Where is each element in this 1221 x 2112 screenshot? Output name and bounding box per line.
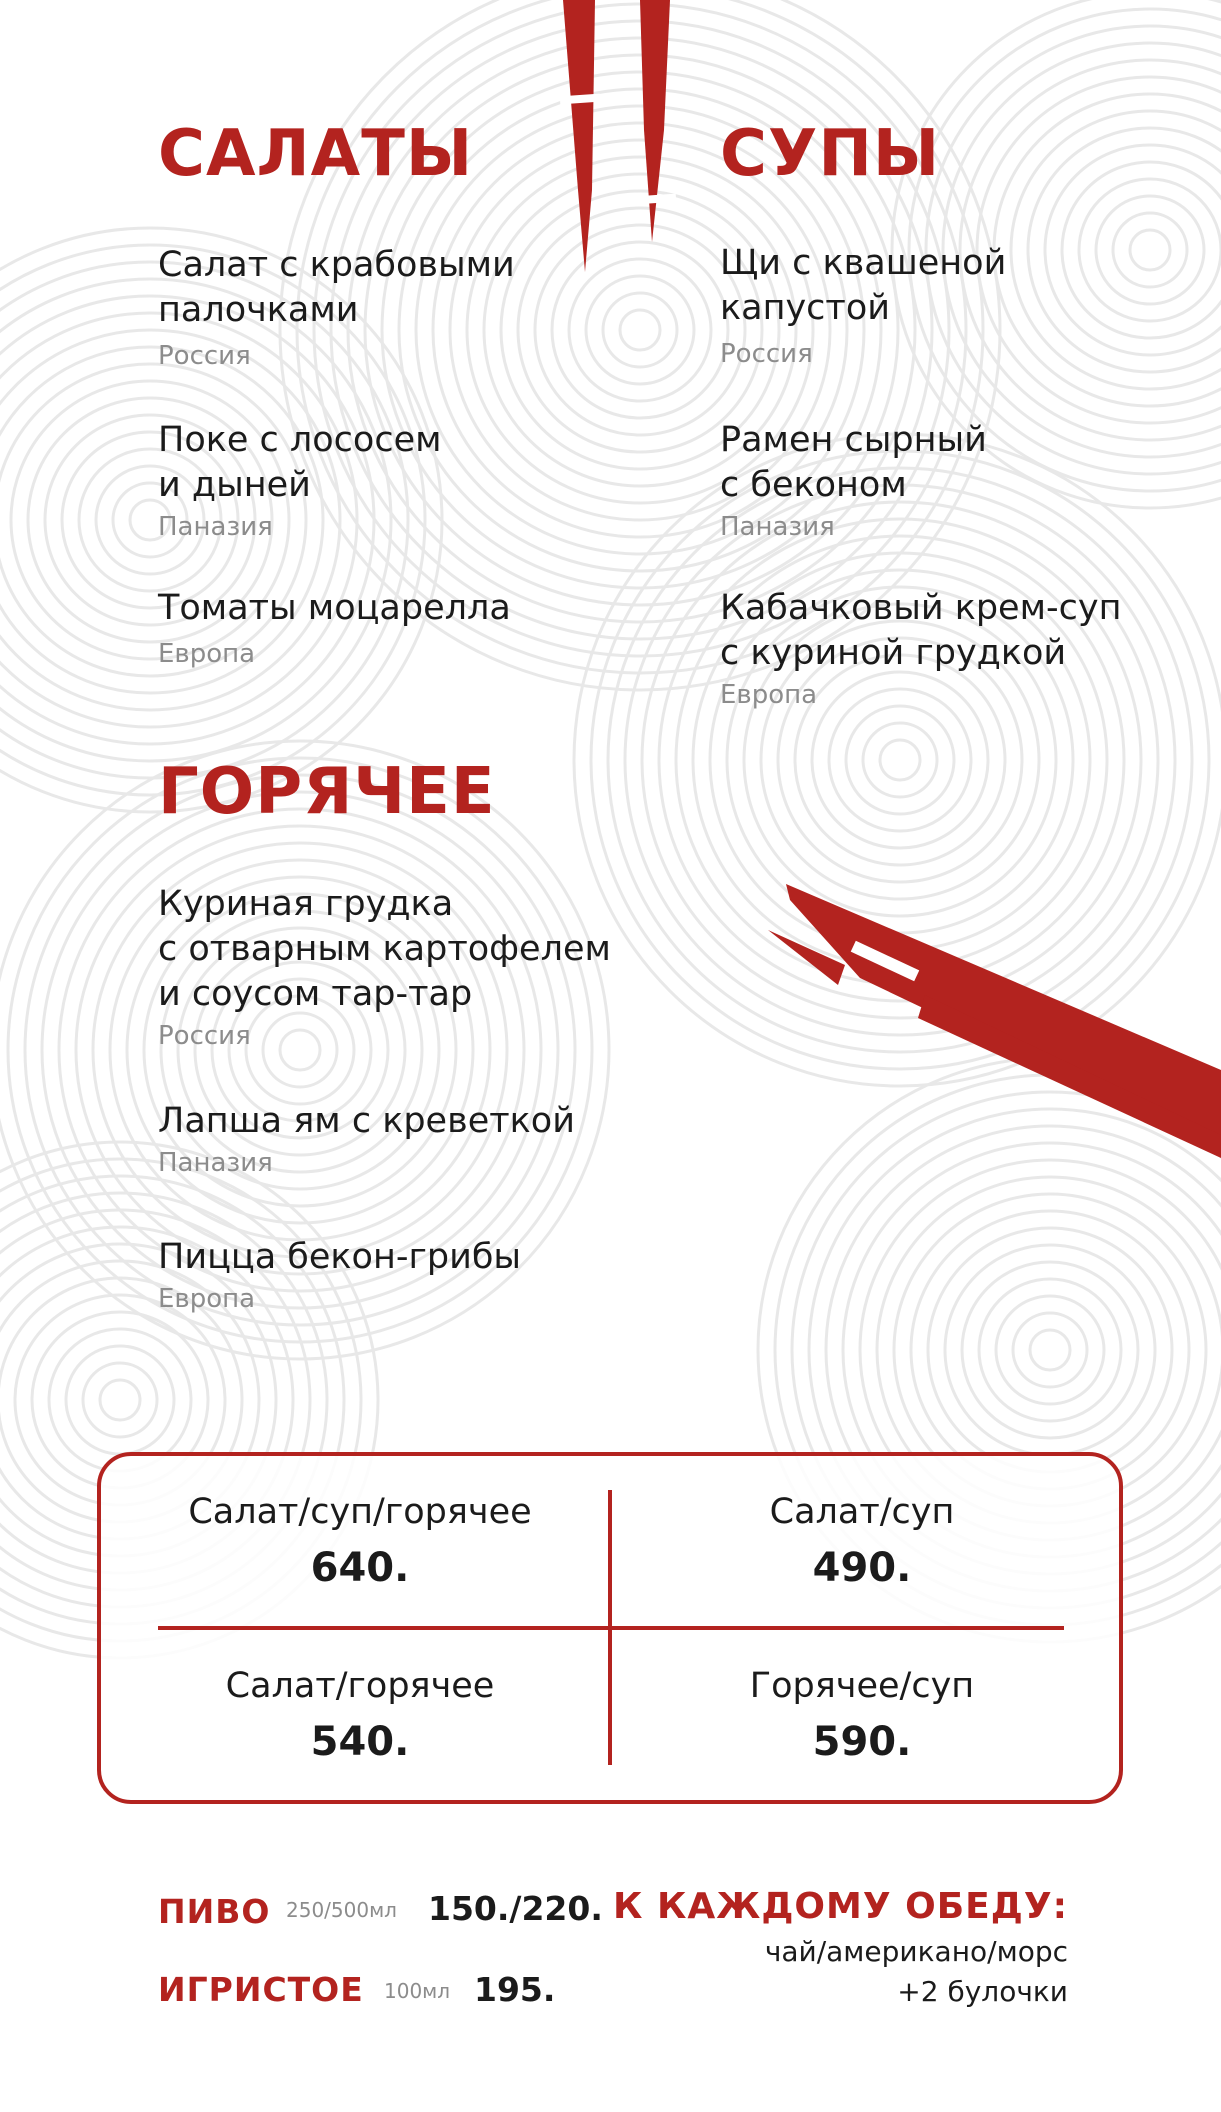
combo-price: 490. — [812, 1545, 912, 1591]
dish-origin: Европа — [720, 680, 818, 710]
drink-price-beer: 150./220. — [428, 1889, 603, 1928]
section-title-soups: СУПЫ — [720, 117, 941, 191]
combo-divider-horizontal — [158, 1626, 1064, 1630]
dish-origin: Паназия — [720, 512, 835, 542]
dish-name: Томаты моцарелла — [158, 588, 511, 628]
drink-label-sparkling: ИГРИСТОЕ — [158, 1970, 364, 2009]
dish-name: Кабачковый крем-суп с куриной грудкой — [720, 588, 1122, 673]
drink-price-sparkling: 195. — [474, 1970, 556, 2009]
combo-price: 540. — [310, 1719, 410, 1765]
dish-origin: Россия — [158, 1021, 251, 1051]
combo-name: Салат/суп — [769, 1492, 955, 1532]
dish-item — [158, 243, 678, 373]
section-title-hot: ГОРЯЧЕЕ — [158, 755, 496, 829]
combo-name: Салат/горячее — [225, 1666, 495, 1706]
combo-item — [150, 1664, 570, 1768]
dish-origin: Россия — [158, 341, 251, 371]
dish-item — [158, 1099, 678, 1180]
dish-item — [720, 241, 1221, 371]
dish-item — [720, 418, 1221, 544]
dish-origin: Паназия — [158, 512, 273, 542]
lunch-extras-line: +2 булочки — [897, 1975, 1068, 2008]
drink-volume-beer: 250/500мл — [286, 1898, 397, 1922]
dish-name: Салат с крабовыми палочками — [158, 245, 515, 330]
combo-item — [652, 1664, 1072, 1768]
dish-item — [158, 586, 678, 671]
dish-name: Рамен сырный с беконом — [720, 420, 987, 505]
drink-volume-sparkling: 100мл — [384, 1979, 451, 2003]
drink-label-beer: ПИВО — [158, 1892, 271, 1931]
dish-name: Поке с лососем и дыней — [158, 420, 442, 505]
dish-name: Пицца бекон-грибы — [158, 1237, 522, 1277]
combo-price: 590. — [812, 1719, 912, 1765]
dish-name: Лапша ям с креветкой — [158, 1101, 575, 1141]
combo-item — [150, 1490, 570, 1594]
section-title-salads: САЛАТЫ — [158, 117, 474, 191]
dish-name: Щи с квашеной капустой — [720, 243, 1007, 328]
combo-name: Салат/суп/горячее — [188, 1492, 532, 1532]
combo-name: Горячее/суп — [749, 1666, 975, 1706]
dish-item — [158, 418, 678, 544]
lunch-extras-line: чай/американо/морс — [764, 1935, 1068, 1968]
dish-item — [720, 586, 1221, 712]
lunch-extras-title: К КАЖДОМУ ОБЕДУ: — [613, 1886, 1068, 1927]
combo-price: 640. — [310, 1545, 410, 1591]
dish-origin: Россия — [720, 339, 813, 369]
dish-origin: Европа — [158, 1284, 256, 1314]
dish-origin: Европа — [158, 639, 256, 669]
combo-item — [652, 1490, 1072, 1594]
dish-item — [158, 882, 718, 1053]
dish-origin: Паназия — [158, 1148, 273, 1178]
dish-name: Куриная грудка с отварным картофелем и соусом тар-тар — [158, 884, 611, 1014]
dish-item — [158, 1235, 678, 1316]
